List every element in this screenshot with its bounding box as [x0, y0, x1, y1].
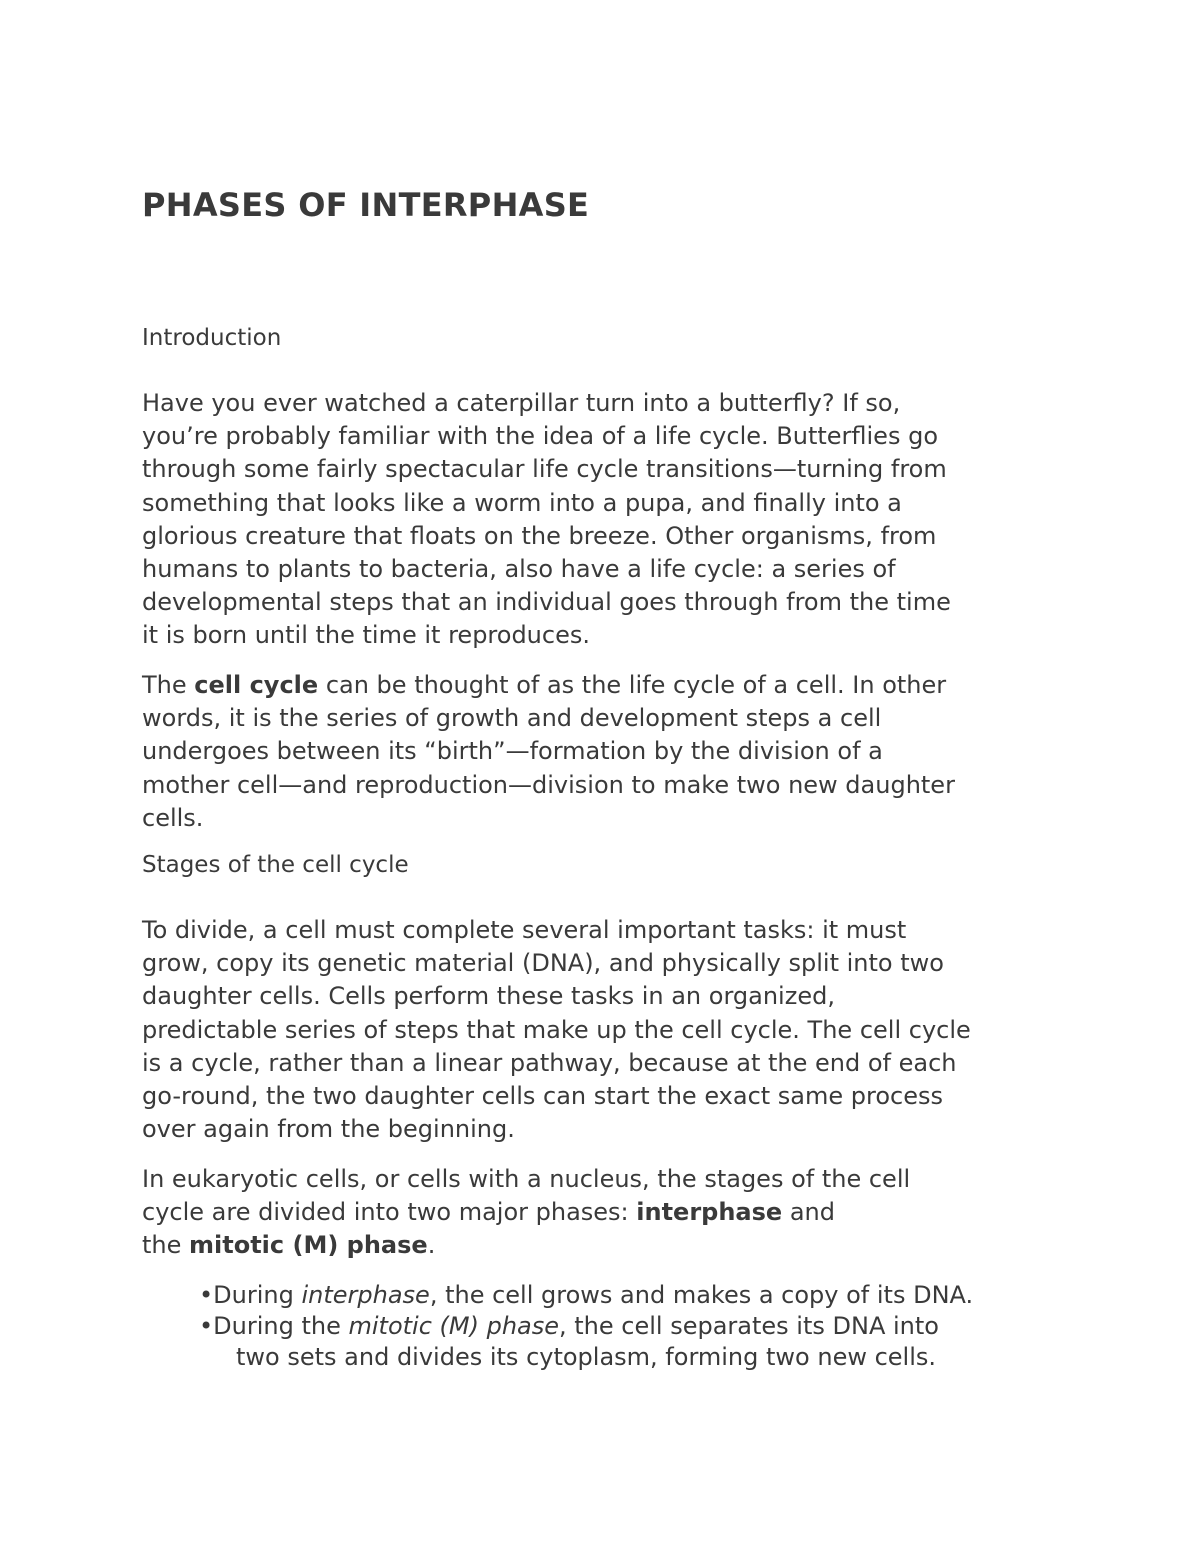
introduction-heading: Introduction [142, 325, 282, 351]
phase-bullet-list [199, 1280, 973, 1373]
text-line [142, 1229, 910, 1262]
text-line: developmental steps that an individual goes through from the time [142, 588, 951, 617]
text-run: can be thought of as the life cycle of a cell. In other [318, 671, 947, 699]
text-run: During the [213, 1312, 349, 1340]
mitotic-phase-term: mitotic (M) phase [189, 1231, 428, 1260]
text-run: cycle are divided into two major phases: [142, 1198, 637, 1227]
text-line: it is born until the time it reproduces. [142, 621, 590, 650]
text-line: go-round, the two daughter cells can start the exact same process [142, 1082, 944, 1111]
text-line: glorious creature that floats on the breeze. Other organisms, from [142, 521, 937, 550]
stages-heading: Stages of the cell cycle [142, 852, 409, 878]
bullet-marker: • [199, 1312, 214, 1340]
text-run: The [142, 671, 195, 699]
introduction-paragraph [142, 387, 951, 653]
cell-cycle-paragraph [142, 669, 955, 835]
bullet-marker: • [199, 1281, 214, 1309]
text-run: . [427, 1231, 436, 1260]
text-line: over again from the beginning. [142, 1115, 515, 1144]
text-run: , the cell separates its DNA into [559, 1312, 939, 1340]
document-title: PHASES OF INTERPHASE [142, 186, 590, 224]
text-line: Have you ever watched a caterpillar turn into a butterfly? If so, [142, 389, 901, 417]
bullet-item-interphase [199, 1280, 973, 1311]
text-line: humans to plants to bacteria, also have a life cycle: a series of [142, 555, 896, 584]
text-line: In eukaryotic cells, or cells with a nucleus, the stages of the cell [142, 1165, 911, 1193]
text-line [199, 1311, 973, 1342]
text-line: through some fairly spectacular life cycle transitions—turning from [142, 455, 947, 484]
text-line: cells. [142, 803, 204, 832]
text-line: daughter cells. Cells perform these tasks in an organized, [142, 982, 835, 1011]
text-line [142, 669, 955, 702]
cell-cycle-term: cell cycle [194, 671, 319, 699]
stages-paragraph [142, 914, 971, 1146]
text-line [199, 1280, 973, 1311]
text-line: To divide, a cell must complete several important tasks: it must [142, 916, 907, 944]
text-line: grow, copy its genetic material (DNA), and physically split into two [142, 949, 944, 978]
interphase-italic: interphase [301, 1281, 430, 1309]
text-line [142, 1196, 910, 1229]
mitotic-phase-italic: mitotic (M) phase [348, 1312, 560, 1340]
text-run: During [213, 1281, 302, 1309]
text-run: and [782, 1198, 835, 1227]
text-line: undergoes between its “birth”—formation by the division of a [142, 737, 883, 766]
text-line: you’re probably familiar with the idea of a life cycle. Butterflies go [142, 422, 938, 451]
text-line: two sets and divides its cytoplasm, forming two new cells. [236, 1343, 937, 1371]
text-run: , the cell grows and makes a copy of its DNA. [429, 1281, 974, 1309]
text-run: the [142, 1231, 190, 1260]
text-line: words, it is the series of growth and development steps a cell [142, 704, 882, 733]
text-line: something that looks like a worm into a pupa, and finally into a [142, 488, 902, 517]
interphase-term: interphase [636, 1198, 783, 1227]
phases-paragraph [142, 1163, 910, 1263]
text-line: is a cycle, rather than a linear pathway, because at the end of each [142, 1048, 957, 1077]
bullet-item-mitotic-phase [199, 1311, 973, 1373]
text-line: predictable series of steps that make up the cell cycle. The cell cycle [142, 1015, 971, 1044]
text-line: mother cell—and reproduction—division to make two new daughter [142, 770, 955, 799]
